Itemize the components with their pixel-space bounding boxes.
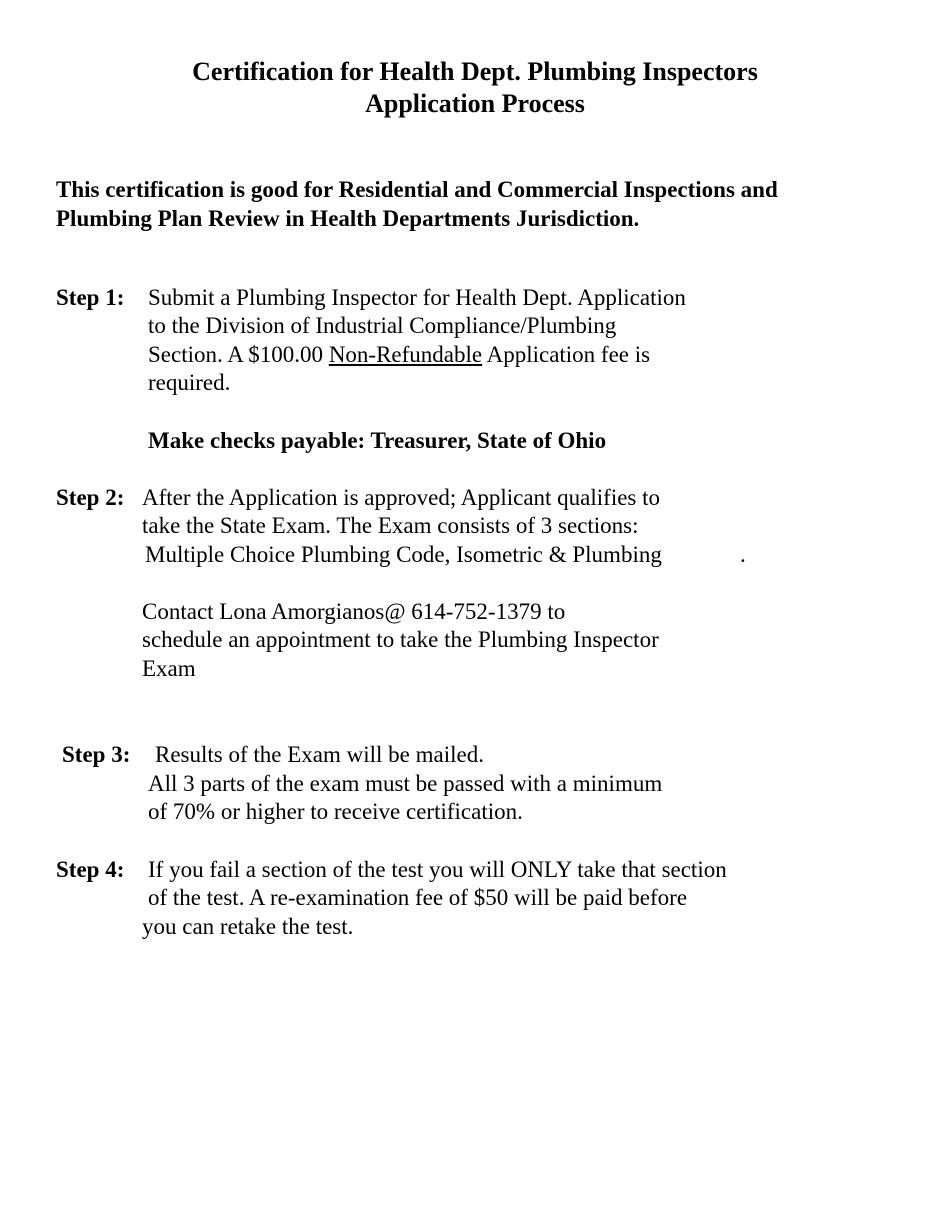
step3-line-3: of 70% or higher to receive certification. [148,799,523,824]
step2-line-3-dot: . [740,542,746,567]
step2-line-2: take the State Exam. The Exam consists of 3 sections: [142,513,639,538]
intro-line-1: This certification is good for Residential and Commercial Inspections and [56,177,778,202]
step1-line-3-post: Application fee is [482,342,651,367]
step4-line-2: of the test. A re-examination fee of $50 will be paid before [148,885,688,910]
checks-payable-note: Make checks payable: Treasurer, State of Ohio [148,428,607,453]
step2-label: Step 2: [56,485,125,510]
step1-line-1: Submit a Plumbing Inspector for Health Dept. Application [148,285,686,310]
step3-label: Step 3: [62,742,131,767]
contact-line-3: Exam [142,656,196,681]
step1-line-4: required. [148,370,231,395]
non-refundable-text: Non-Refundable [328,342,483,367]
step2-line-3: Multiple Choice Plumbing Code, Isometric & Plumbing [145,542,662,567]
step1-line-3-pre: Section. A $100.00 [148,342,329,367]
title-line-1: Certification for Health Dept. Plumbing Inspectors [192,57,758,86]
intro-line-2: Plumbing Plan Review in Health Departments Jurisdiction. [56,206,640,231]
title-line-2: Application Process [365,89,585,118]
step4-line-3: you can retake the test. [142,914,354,939]
contact-line-1: Contact Lona Amorgianos@ 614-752-1379 to [142,599,566,624]
step4-label: Step 4: [56,857,125,882]
step4-line-1: If you fail a section of the test you will ONLY take that section [148,857,727,882]
step2-line-1: After the Application is approved; Applicant qualifies to [142,485,661,510]
step1-line-3 [148,342,650,368]
step3-line-2: All 3 parts of the exam must be passed with a minimum [148,771,663,796]
step1-label: Step 1: [56,285,125,310]
contact-line-2: schedule an appointment to take the Plumbing Inspector [142,627,659,652]
step3-line-1: Results of the Exam will be mailed. [155,742,484,767]
step1-line-2: to the Division of Industrial Compliance/Plumbing [148,313,617,338]
